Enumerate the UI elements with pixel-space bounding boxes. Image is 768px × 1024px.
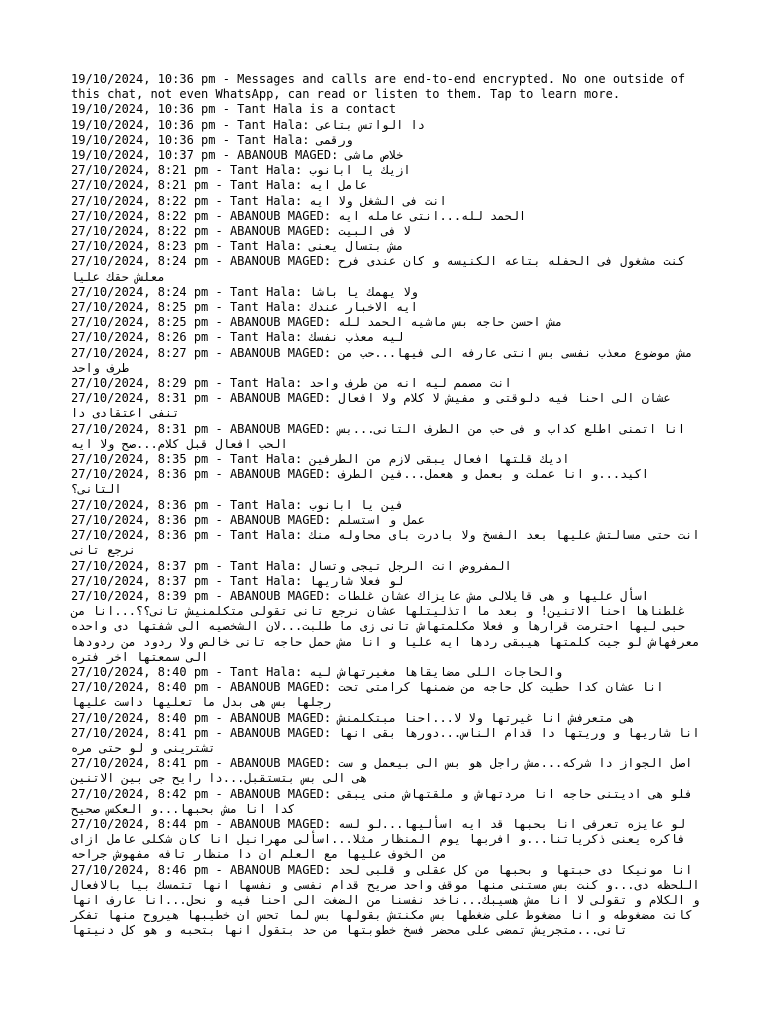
chat-line: 27/10/2024, 8:39 pm - ABANOUB MAGED: اسأل عليها و هى قايلالى مش عايزاك عشان غلطات غلطناها احنا الاتنين! و بعد ما اتذليتلها عشان نرجع تانى تقولى متكلمنيش تانى؟؟...انا من حبى ليها احترمت قرارها و فعلا مكلمتهاش تانى زى ما طلبت...لان الشخصيه الى شفتها دى واحده معرفهاش لو جيت كلمتها هيبقى ردها ايه عليا و انا مش حمل حاجه تانى خالص ولا ردود من ردودها الى سمعتها اخر فتره <box>71 588 707 664</box>
chat-line: 19/10/2024, 10:36 pm - Tant Hala: ورقمى <box>71 132 353 147</box>
chat-line: 27/10/2024, 8:40 pm - Tant Hala: والحاجات اللى مضايقاها مغيرتهاش ليه <box>71 664 563 679</box>
chat-line: 27/10/2024, 8:36 pm - Tant Hala: فين يا ابانوب <box>71 497 404 512</box>
chat-line: 27/10/2024, 8:44 pm - ABANOUB MAGED: لو عايزه تعرفى انا بحبها قد ايه اسأليها...لو لسه فاكره يعنى ذكرياتنا...و افربها يوم المنظار مثلا...اسألى مهرانيل انا كان شكلى عامل ازاى من الخوف عليها مع العلم ان دا منظار تافه مفهوش جراحه <box>71 816 693 862</box>
chat-line: 27/10/2024, 8:31 pm - ABANOUB MAGED: عشان الى احنا فيه دلوقتى و مفيش لا كلام ولا افعال تنفى اعتقادى دا <box>71 391 678 421</box>
chat-line: 27/10/2024, 8:35 pm - Tant Hala: اديك قلتها افعال يبقى لازم من الطرفين <box>71 452 570 467</box>
chat-line: 27/10/2024, 8:41 pm - ABANOUB MAGED: انا شاريها و وريتها دا قدام الناس...دورها بقى انها تشترينى و لو حتى مره <box>71 725 707 755</box>
chat-line: 27/10/2024, 8:27 pm - ABANOUB MAGED: مش موضوع معذب نفسى بس انتى عارفه الى فيها...حب من طرف واحد <box>71 345 700 375</box>
chat-line: 27/10/2024, 8:36 pm - ABANOUB MAGED: عمل و استسلم <box>71 512 426 527</box>
chat-line: 19/10/2024, 10:36 pm - Tant Hala is a contact <box>71 102 397 117</box>
chat-line: 27/10/2024, 8:37 pm - Tant Hala: المفروض انت الرجل تيجى وتسال <box>71 558 512 573</box>
chat-line: 27/10/2024, 8:37 pm - Tant Hala: لو فعلا شاريها <box>71 573 404 588</box>
chat-line: 27/10/2024, 8:36 pm - Tant Hala: انت حتى مسالتش عليها بعد الفسخ ولا بادرت باى محاوله منك نرجع تانى <box>71 528 707 558</box>
chat-line: 27/10/2024, 8:22 pm - ABANOUB MAGED: لا فى البيت <box>71 224 411 239</box>
chat-line: 27/10/2024, 8:41 pm - ABANOUB MAGED: اصل الجواز دا شركه...مش راجل هو بس الى بيعمل و ست هى الى بس بتستقبل...دا رايح جى بين الاتنين <box>71 756 700 786</box>
chat-line: 27/10/2024, 8:23 pm - Tant Hala: مش بتسال يعنى <box>71 239 404 254</box>
chat-line: 19/10/2024, 10:36 pm - Tant Hala: دا الواتس بتاعى <box>71 117 426 132</box>
chat-line: 27/10/2024, 8:22 pm - Tant Hala: انت فى الشغل ولا ايه <box>71 193 447 208</box>
chat-line: 27/10/2024, 8:40 pm - ABANOUB MAGED: انا عشان كدا حطيت كل حاجه من ضمنها كرامتى تحت رجلها بس هى بدل ما تعليها داست عليها <box>71 680 671 710</box>
chat-log <box>71 72 706 939</box>
chat-line: 27/10/2024, 8:24 pm - ABANOUB MAGED: كنت مشغول فى الحفله بتاعه الكنيسه و كان عندى فرح معلش حقك عليا <box>71 254 693 284</box>
chat-line: 27/10/2024, 8:25 pm - Tant Hala: ايه الاخبار عندك <box>71 300 418 315</box>
chat-line: 27/10/2024, 8:26 pm - Tant Hala: ليه معذب نفسك <box>71 330 404 345</box>
chat-line: 27/10/2024, 8:40 pm - ABANOUB MAGED: هى متعرفش انا غيرتها ولا لا...احنا مبتكلمنش <box>71 710 635 725</box>
chat-line: 27/10/2024, 8:46 pm - ABANOUB MAGED: انا مونيكا دى حبتها و بحبها من كل عقلى و قلبى لحد اللحظه دى...و كنت بس مستنى منها موقف واحد صريح قدام نفسى و نفسها انها تتمسك بيا بالافعال و الكلام و تقولى لا انا مش هسيبك...ناخد نفسنا من الضغت الى احنا فيه و نحل...انا عارف انها كانت مضغوطه و انا مضغوط على ضغطها بس مكنتش بقولها بس لما تحس ان خطيبها هيروح منها تفكر تانى...متجريش تمضى على محضر فسخ خطوبتها من حد بتقول انها بتحبه و هو كل دنيتها <box>71 862 707 938</box>
chat-line: 27/10/2024, 8:22 pm - ABANOUB MAGED: الحمد لله...انتى عامله ايه <box>71 208 527 223</box>
chat-line: 27/10/2024, 8:24 pm - Tant Hala: ولا يهمك يا باشا <box>71 284 418 299</box>
chat-line: 19/10/2024, 10:37 pm - ABANOUB MAGED: خلاص ماشى <box>71 148 404 163</box>
chat-line: 27/10/2024, 8:31 pm - ABANOUB MAGED: انا اتمنى اطلع كداب و فى حب من الطرف التانى...بس الحب افعال قبل كلام...صح ولا ايه <box>71 421 693 451</box>
chat-line: 27/10/2024, 8:29 pm - Tant Hala: انت مصمم ليه انه من طرف واحد <box>71 376 512 391</box>
chat-line: 19/10/2024, 10:36 pm - Messages and calls are end-to-end encrypted. No one outside of this chat, not even WhatsApp, can read or listen to them. Tap to learn more. <box>71 72 693 102</box>
chat-line: 27/10/2024, 8:36 pm - ABANOUB MAGED: اكيد...و انا عملت و بعمل و هعمل...فين الطرف التانى؟ <box>71 467 657 497</box>
chat-line: 27/10/2024, 8:25 pm - ABANOUB MAGED: مش احسن حاجه بس ماشيه الحمد لله <box>71 315 563 330</box>
chat-line: 27/10/2024, 8:21 pm - Tant Hala: ازيك يا ابانوب <box>71 163 411 178</box>
chat-line: 27/10/2024, 8:21 pm - Tant Hala: عامل ايه <box>71 178 368 193</box>
chat-line: 27/10/2024, 8:42 pm - ABANOUB MAGED: فلو هى اديتنى حاجه انا مردتهاش و ملقتهاش منى يبقى كدا انا مش بحبها...و العكس صحيح <box>71 786 700 816</box>
